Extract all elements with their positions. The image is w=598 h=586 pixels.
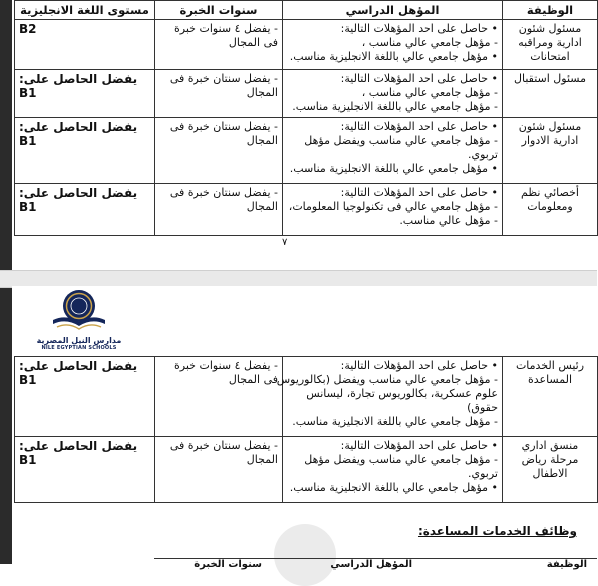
document-page-7	[12, 0, 597, 270]
cell-language-level: يفضل الحاصل على: B1	[15, 184, 155, 236]
stub-header-qualification: المؤهل الدراسي	[282, 558, 502, 569]
page-number: ٧	[282, 237, 288, 248]
qualification-line: - مؤهل جامعي عالي فى تكنولوجيا المعلومات،	[288, 200, 498, 213]
cell-experience: - يفضل سنتان خبرة فى المجال	[155, 70, 283, 118]
cell-job-title: أخصائي نظم ومعلومات	[503, 184, 598, 236]
qualification-line: - مؤهل عالي مناسب.	[399, 214, 498, 227]
qualification-line: • حاصل على احد المؤهلات التالية:	[340, 22, 498, 35]
cell-experience: - يفضل سنتان خبرة فى المجال	[155, 437, 283, 503]
cell-experience: - يفضل ٤ سنوات خبرة فى المجال	[155, 20, 283, 70]
qualification-line: - مؤهل جامعي عالي باللغة الانجليزية مناسب.	[292, 415, 498, 428]
jobs-table-page-8	[14, 356, 598, 503]
cell-qualification	[276, 357, 503, 437]
table-header-row	[15, 1, 598, 20]
stub-header-job: الوظيفة	[502, 558, 597, 569]
cell-language-level: B2	[15, 20, 155, 70]
jobs-table-page-7	[14, 0, 598, 236]
scroll-indicator[interactable]	[274, 524, 336, 586]
qualification-line: - مؤهل جامعي عالي مناسب ويفضل (بكالوريوس	[276, 373, 498, 386]
header-job: الوظيفة	[503, 1, 598, 20]
logo-english-text: NILE EGYPTIAN SCHOOLS	[41, 345, 117, 351]
table-row	[15, 70, 598, 118]
qualification-line: • حاصل على احد المؤهلات التالية:	[340, 72, 498, 85]
qualification-line: • حاصل على احد المؤهلات التالية:	[340, 439, 498, 452]
cell-job-title: مسئول شئون ادارية الادوار	[503, 118, 598, 184]
qualification-line: • مؤهل جامعي عالي باللغة الانجليزية مناسب.	[289, 50, 498, 63]
qualification-line: علوم عسكرية، بكالوريوس تجارة، ليسانس	[306, 387, 498, 400]
cell-qualification	[283, 184, 503, 236]
qualification-line: - مؤهل جامعي عالي مناسب ،	[361, 36, 498, 49]
cell-language-level: يفضل الحاصل على: B1	[15, 70, 155, 118]
header-language: مستوى اللغة الانجليزية	[15, 1, 155, 20]
cell-qualification	[283, 70, 503, 118]
logo-arabic-text: مدارس النيل المصرية	[36, 336, 122, 345]
cell-job-title: مسئول شئون ادارية ومراقبه امتحانات	[503, 20, 598, 70]
header-qualification: المؤهل الدراسي	[283, 1, 503, 20]
table-row	[15, 437, 598, 503]
table-row	[15, 20, 598, 70]
table-row	[15, 357, 598, 437]
qualification-line: • حاصل على احد المؤهلات التالية:	[340, 186, 498, 199]
qualification-line: حقوق)	[467, 401, 498, 414]
qualification-line: - مؤهل جامعي عالي باللغة الانجليزية مناسب.	[292, 100, 498, 113]
qualification-line: • مؤهل جامعي عالي باللغة الانجليزية مناسب.	[289, 481, 498, 494]
cell-experience: - يفضل سنتان خبرة فى المجال	[155, 118, 283, 184]
header-experience: سنوات الخبرة	[155, 1, 283, 20]
qualification-line: تربوي.	[468, 467, 498, 480]
section-title: وظائف الخدمات المساعدة:	[417, 524, 577, 538]
cell-job-title: مسئول استقبال	[503, 70, 598, 118]
cell-experience: - يفضل ٤ سنوات خبرة فى المجال	[155, 357, 283, 437]
cell-language-level: يفضل الحاصل على: B1	[15, 118, 155, 184]
cell-experience: - يفضل سنتان خبرة فى المجال	[155, 184, 283, 236]
table-row	[15, 184, 598, 236]
qualification-line: • حاصل على احد المؤهلات التالية:	[340, 120, 498, 133]
document-page-8	[12, 286, 597, 570]
qualification-line: - مؤهل جامعي عالي مناسب ،	[361, 86, 498, 99]
qualification-line: • مؤهل جامعي عالي باللغة الانجليزية مناسب.	[289, 162, 498, 175]
table-row	[15, 118, 598, 184]
qualification-line: • حاصل على احد المؤهلات التالية:	[340, 359, 498, 372]
cell-qualification	[283, 118, 503, 184]
qualification-line: تربوي.	[468, 148, 498, 161]
cell-language-level: يفضل الحاصل على: B1	[15, 357, 155, 437]
qualification-line: - مؤهل جامعي عالي مناسب ويفضل مؤهل	[304, 453, 498, 466]
qualification-line: - مؤهل جامعي عالي مناسب ويفضل مؤهل	[304, 134, 498, 147]
cell-job-title: منسق اداري مرحلة رياض الاطفال	[503, 437, 598, 503]
cell-job-title: رئيس الخدمات المساعدة	[503, 357, 598, 437]
stub-header-experience: سنوات الخبرة	[154, 558, 282, 569]
nile-schools-emblem-icon	[49, 286, 109, 334]
cell-qualification	[283, 437, 503, 503]
cell-qualification	[283, 20, 503, 70]
cell-language-level: يفضل الحاصل على: B1	[15, 437, 155, 503]
school-logo	[34, 286, 124, 362]
